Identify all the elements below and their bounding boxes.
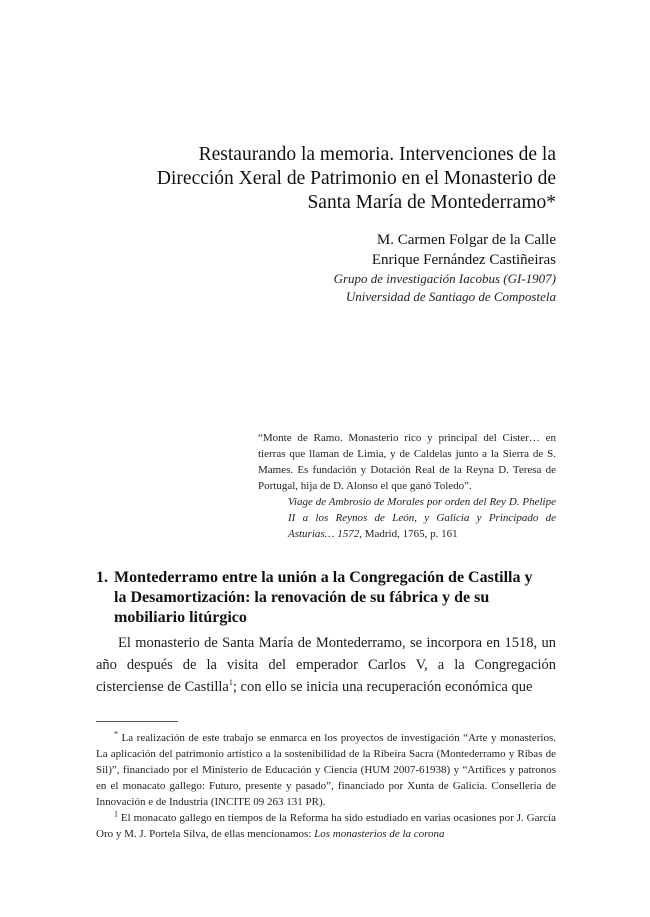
epigraph: [258, 430, 556, 542]
footnote: [96, 730, 556, 810]
footnote: [96, 810, 556, 842]
footnote-marker: 1: [114, 809, 118, 819]
footnote-marker: *: [114, 729, 118, 739]
author-name: Enrique Fernández Castiñeiras: [371, 252, 556, 268]
epigraph-source: [258, 494, 556, 542]
epigraph-source-details: Madrid, 1765, p. 161: [361, 528, 458, 540]
section-heading: [96, 568, 536, 628]
paragraph-text: ; con ello se inicia una recuperación económica que: [232, 679, 533, 695]
article-title: [116, 143, 556, 215]
affiliation: Grupo de investigación Iacobus (GI-1907): [333, 271, 556, 286]
epigraph-quote: “Monte de Ramo. Monasterio rico y principal del Cister… en tierras que llaman de Limia, y de Caldelas junto a la Sierra de S. Mames. Es fundación y Dotación Real de la Reyna D. Teresa de Portugal, hija de D. Alonso el que ganó Toledo”.: [258, 432, 556, 492]
footnote-text: El monacato gallego en tiempos de la Reforma ha sido estudiado en varias ocasiones por J. García Oro y M. J. Portela Silva, de ellas mencionamos:: [96, 812, 556, 840]
epigraph-source-title: Viage de Ambrosio de Morales por orden del Rey D. Phelipe II a los Reynos de León, y Galicia y Principado de Asturias… 1572,: [288, 496, 556, 540]
body-text: [96, 632, 556, 698]
footnotes: [96, 730, 556, 842]
section-title: Montederramo entre la unión a la Congregación de Castilla y la Desamortización: la renovación de su fábrica y de su mobiliario litúrgico: [114, 569, 533, 626]
section-number: 1.: [96, 569, 108, 586]
footnote-ref: 1: [228, 678, 233, 688]
footnote-italic-text: Los monasterios de la corona: [314, 828, 445, 840]
title-line: Restaurando la memoria. Intervenciones de la: [198, 144, 556, 165]
affiliation: Universidad de Santiago de Compostela: [345, 289, 556, 304]
title-line: Dirección Xeral de Patrimonio en el Monasterio de: [156, 168, 556, 189]
paragraph-text: El monasterio de Santa María de Montederramo, se incorpora en 1518, un año después de la visita del emperador Carlos V, a la Congregación cisterciense de Castilla: [96, 635, 556, 695]
title-line: Santa María de Montederramo*: [307, 192, 556, 213]
paragraph: [96, 632, 556, 698]
footnote-divider: [96, 721, 178, 722]
author-name: M. Carmen Folgar de la Calle: [376, 232, 556, 248]
footnote-text: La realización de este trabajo se enmarca en los proyectos de investigación “Arte y monasterios. La aplicación del patrimonio artístico a la sostenibilidad de la Ribeira Sacra (Montederramo y Ribas de Sil)”, financiado por el Ministerio de Educación y Ciencia (HUM 2007-61938) y “Artífices y patronos en el monacato gallego: Futuro, presente y pasado”, financiado por Xunta de Galicia. Consellería de Innovación e de Industria (INCITE 09 263 131 PR).: [96, 732, 556, 808]
author-block: [334, 230, 556, 306]
